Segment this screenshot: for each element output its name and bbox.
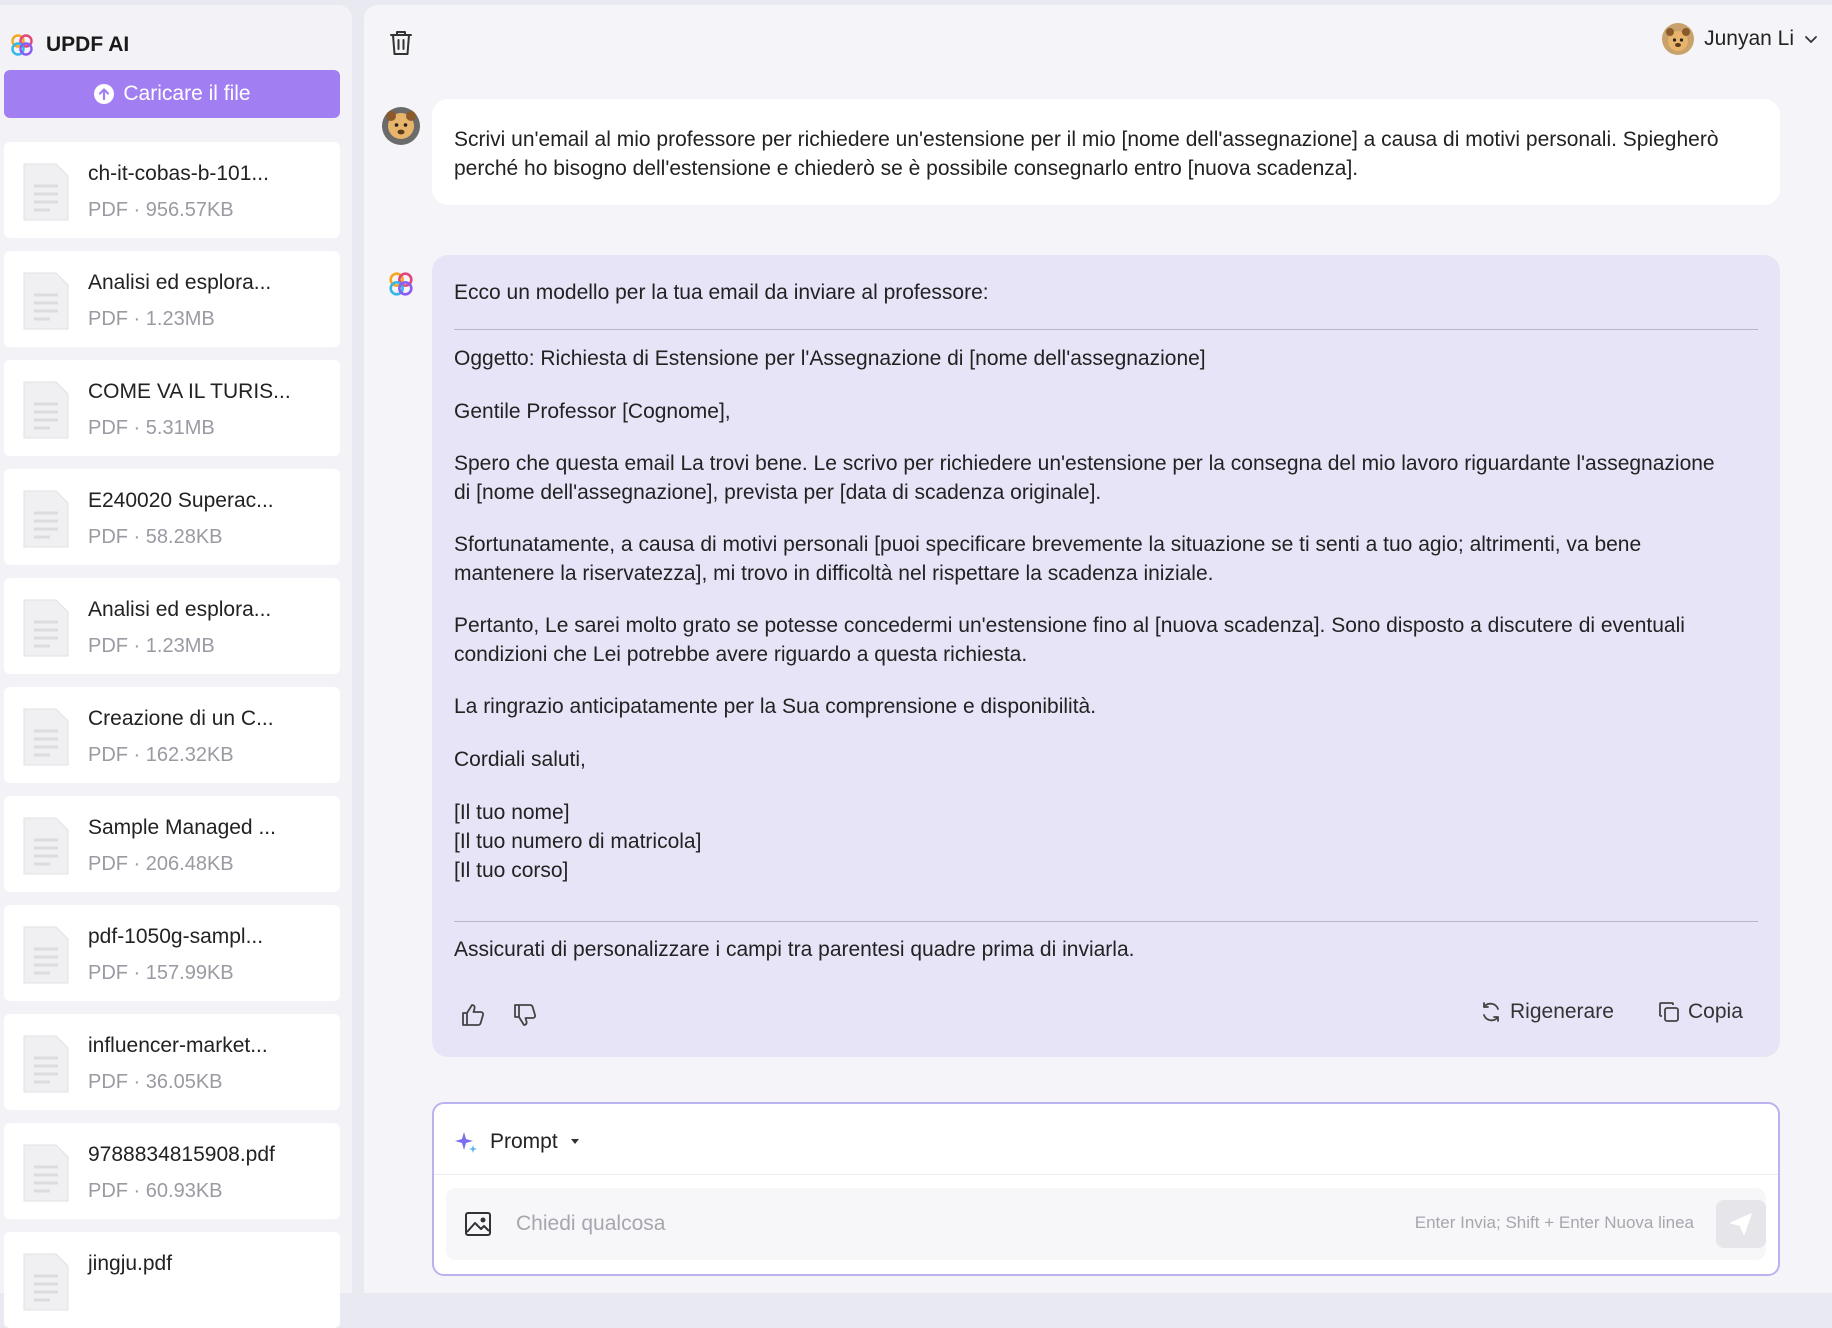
file-item[interactable] (4, 578, 340, 674)
file-name: COME VA IL TURIS... (88, 380, 291, 403)
file-meta: PDF · 1.23MB (88, 635, 215, 657)
file-meta: PDF · 5.31MB (88, 417, 215, 439)
refresh-icon (1480, 1001, 1502, 1023)
regenerate-button[interactable] (1480, 1000, 1614, 1024)
file-name: jingju.pdf (88, 1252, 173, 1275)
pdf-file-icon (20, 380, 72, 440)
file-name: pdf-1050g-sampl... (88, 925, 264, 948)
thumbs-down-button[interactable] (512, 1002, 538, 1028)
file-meta: PDF · 60.93KB (88, 1180, 223, 1202)
caret-down-icon (570, 1138, 580, 1146)
file-item[interactable] (4, 360, 340, 456)
email-paragraph: Pertanto, Le sarei molto grato se potesse concedermi un'estensione fino al [nuova scadenza]. Sono disposto a discutere di eventuali (454, 614, 1685, 637)
file-name: Analisi ed esplora... (88, 271, 272, 294)
file-item[interactable] (4, 1123, 340, 1219)
pdf-file-icon (20, 1034, 72, 1094)
sparkle-icon (454, 1130, 478, 1154)
file-meta: PDF · 162.32KB (88, 744, 234, 766)
file-item[interactable] (4, 796, 340, 892)
email-paragraph: mantenere la riservatezza], mi trovo in difficoltà nel rispettare la scadenza iniziale. (454, 562, 1214, 585)
file-name: E240020 Superac... (88, 489, 274, 512)
email-paragraph: La ringrazio anticipatamente per la Sua comprensione e disponibilità. (454, 695, 1097, 718)
file-meta: PDF · 36.05KB (88, 1071, 223, 1093)
copy-button[interactable] (1658, 1000, 1743, 1024)
file-list (4, 142, 340, 1275)
pdf-file-icon (20, 162, 72, 222)
send-icon (1728, 1211, 1754, 1237)
thumbs-up-button[interactable] (460, 1002, 486, 1028)
pdf-file-icon (20, 271, 72, 331)
updf-logo-icon (10, 33, 34, 57)
brand[interactable] (10, 29, 129, 61)
ai-intro: Ecco un modello per la tua email da inviare al professore: (454, 281, 989, 304)
email-paragraph: Spero che questa email La trovi bene. Le scrivo per richiedere un'estensione per la consegna del mio lavoro riguardante l'assegnazione (454, 452, 1715, 475)
file-meta: PDF · 956.57KB (88, 199, 234, 221)
email-paragraph: di [nome dell'assegnazione], prevista per [data di scadenza originale]. (454, 481, 1102, 504)
copy-label: Copia (1688, 1000, 1743, 1023)
regenerate-label: Rigenerare (1510, 1000, 1614, 1023)
brand-name: UPDF AI (46, 33, 130, 56)
email-paragraph: condizioni che Lei potrebbe avere riguardo a questa richiesta. (454, 643, 1028, 666)
email-signature: [Il tuo corso] (454, 859, 569, 882)
file-item[interactable] (4, 1014, 340, 1110)
chat-panel (364, 5, 1832, 1293)
file-item[interactable] (4, 142, 340, 238)
user-message: Scrivi un'email al mio professore per richiedere un'estensione per il mio [nome dell'assegnazione] a causa di motivi personali. Spiegherò perché ho bisogno dell'estensione e chiederò se è possibile consegnarlo entro [nuova scadenza]. (432, 99, 1780, 205)
divider (434, 1174, 1778, 1175)
image-icon[interactable] (464, 1210, 492, 1238)
chevron-down-icon (1804, 32, 1818, 46)
file-meta: PDF · 206.48KB (88, 853, 234, 875)
chat-input[interactable] (516, 1204, 1216, 1244)
prompt-selector[interactable] (454, 1130, 580, 1154)
email-subject: Oggetto: Richiesta di Estensione per l'Assegnazione di [nome dell'assegnazione] (454, 347, 1206, 370)
email-signature: [Il tuo nome] (454, 801, 570, 824)
updf-logo-icon (388, 271, 414, 297)
pdf-file-icon (20, 598, 72, 658)
file-name: influencer-market... (88, 1034, 268, 1057)
pdf-file-icon (20, 816, 72, 876)
pdf-file-icon (20, 1143, 72, 1203)
copy-icon (1658, 1001, 1680, 1023)
email-closing: Cordiali saluti, (454, 748, 586, 771)
file-name: Analisi ed esplora... (88, 598, 272, 621)
divider (454, 329, 1758, 330)
pdf-file-icon (20, 1252, 72, 1312)
divider (454, 921, 1758, 922)
trash-icon[interactable] (388, 29, 414, 57)
email-greeting: Gentile Professor [Cognome], (454, 400, 731, 423)
thumbs-up-icon (460, 1002, 486, 1028)
file-name: Sample Managed ... (88, 816, 276, 839)
ai-footer-note: Assicurati di personalizzare i campi tra parentesi quadre prima di inviarla. (454, 938, 1135, 961)
file-meta: PDF · 1.23MB (88, 308, 215, 330)
upload-button-label: Caricare il file (123, 82, 251, 105)
ai-message (432, 255, 1780, 1057)
sidebar (0, 5, 352, 1293)
avatar (382, 107, 420, 145)
send-button[interactable] (1716, 1200, 1766, 1248)
pdf-file-icon (20, 707, 72, 767)
input-area (446, 1188, 1766, 1260)
user-menu[interactable] (1662, 23, 1818, 55)
email-paragraph: Sfortunatamente, a causa di motivi personali [puoi specificare brevemente la situazione se ti senti a tuo agio; altrimenti, va bene (454, 533, 1642, 556)
file-item[interactable] (4, 1232, 340, 1328)
file-item[interactable] (4, 905, 340, 1001)
user-name: Junyan Li (1704, 27, 1794, 50)
avatar (1662, 23, 1694, 55)
file-item[interactable] (4, 469, 340, 565)
file-name: 9788834815908.pdf (88, 1143, 275, 1166)
upload-file-button[interactable] (4, 70, 340, 118)
file-name: ch-it-cobas-b-101... (88, 162, 269, 185)
file-item[interactable] (4, 687, 340, 783)
email-signature: [Il tuo numero di matricola] (454, 830, 702, 853)
file-item[interactable] (4, 251, 340, 347)
pdf-file-icon (20, 489, 72, 549)
keyboard-hint: Enter Invia; Shift + Enter Nuova linea (1414, 1213, 1694, 1232)
upload-circle-icon (93, 83, 115, 105)
composer (432, 1102, 1780, 1276)
prompt-label: Prompt (490, 1130, 558, 1153)
thumbs-down-icon (512, 1002, 538, 1028)
file-meta: PDF · 58.28KB (88, 526, 223, 548)
file-name: Creazione di un C... (88, 707, 274, 730)
pdf-file-icon (20, 925, 72, 985)
file-meta: PDF · 157.99KB (88, 962, 234, 984)
